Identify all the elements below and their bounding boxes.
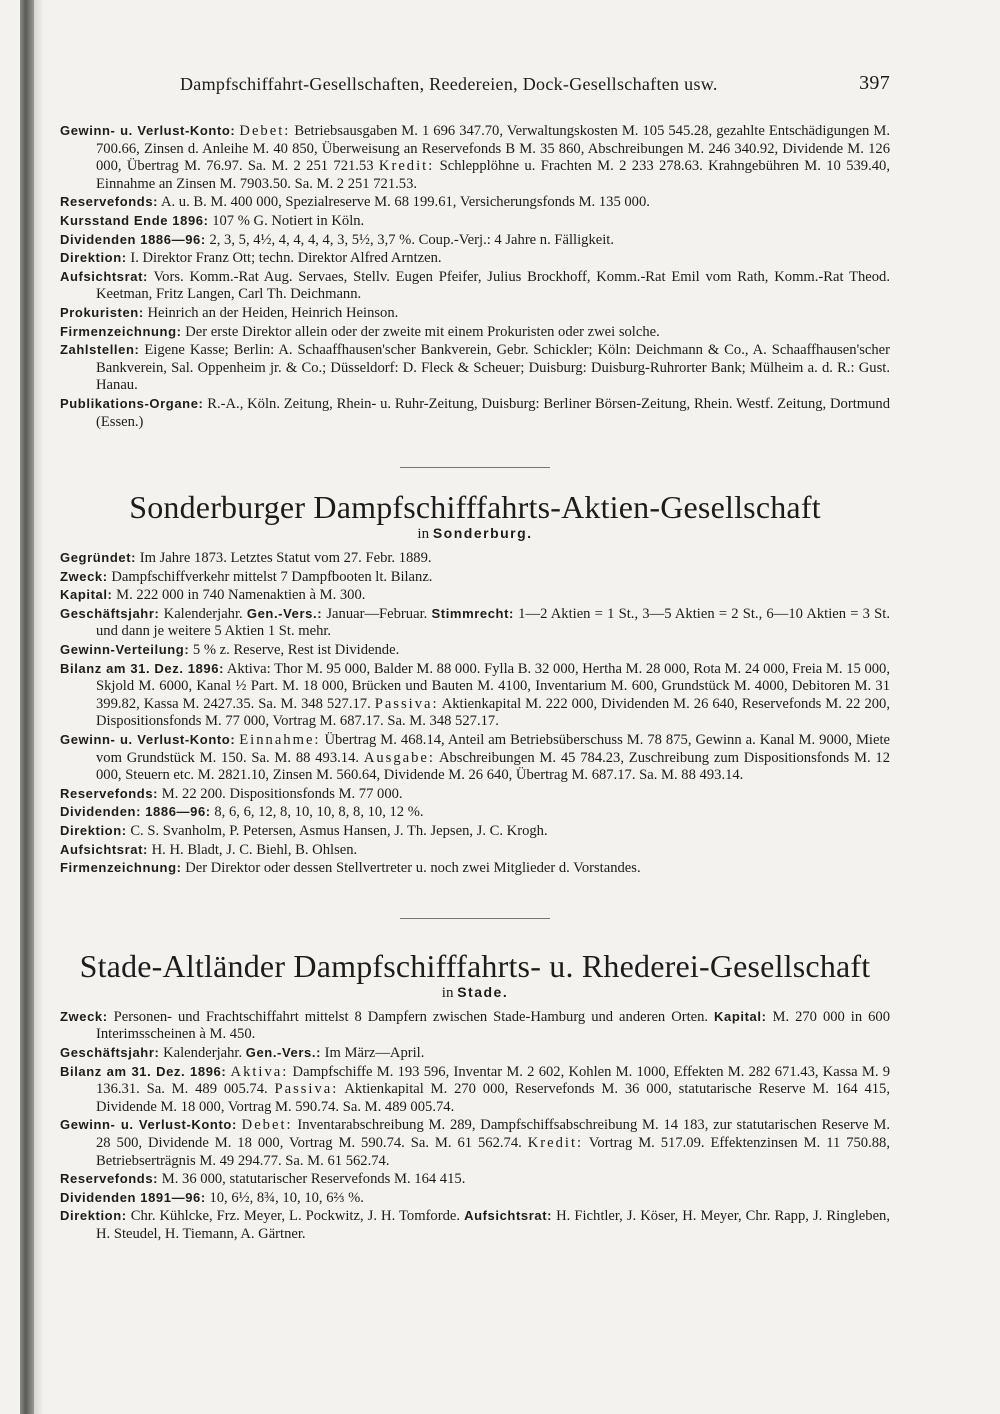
spine-shadow xyxy=(34,0,44,1414)
entry-firmenzeichnung: Firmenzeichnung: Der Direktor oder dessen Stellvertreter u. noch zwei Mitglieder d. Vorstandes. xyxy=(60,860,641,877)
entry-direktion: Direktion: I. Direktor Franz Ott; techn. Direktor Alfred Arntzen. xyxy=(60,250,442,267)
entry-publikations-organe: Publikations-Organe: R.-A., Köln. Zeitung, Rhein- u. Ruhr-Zeitung, Duisburg: Berliner Börsen-Zeitung, Rhein. Westf. Zeitung, Dortmund (Essen.) xyxy=(60,395,890,430)
company-title: Stade-Altländer Dampfschifffahrts- u. Rhederei-Gesellschaft xyxy=(79,947,871,984)
entry-gewinn-verteilung: Gewinn-Verteilung: 5 % z. Reserve, Rest ist Dividende. xyxy=(60,642,400,659)
entry-bilanz: Bilanz am 31. Dez. 1896: Aktiva: Thor M. 95 000, Balder M. 88 000. Fylla B. 32 000, Hertha M. 28 000, Rota M. 24 000, Freia M. 15 000, Skjold M. 6000, Kanal ½ Part. M. 18 000, Brücken und Bauten M. 4100, Inventarium M. 600, Grundstück M. 4000, Debitoren M. 31 399.82, Kassa M. 2427.35. Sa. M. 348 527.17. Passiva: Aktienkapital M. 222 000, Dividenden M. 26 640, Reservefonds M. 22 200, Dispositionsfonds M. 77 000, Vortrag M. 687.17. Sa. M. 348 527.17. xyxy=(60,660,890,730)
section-divider xyxy=(400,467,550,468)
entry-zweck: Zweck: Dampfschiffverkehr mittelst 7 Dampfbooten lt. Bilanz. xyxy=(60,568,433,585)
entry-aufsichtsrat: Aufsichtsrat: Vors. Komm.-Rat Aug. Servaes, Stellv. Eugen Pfeifer, Julius Brockhoff, Komm.-Rat Emil vom Rath, Komm.-Rat Theod. Keetman, Fritz Langen, Carl Th. Deichmann. xyxy=(60,268,890,303)
section-divider xyxy=(400,918,550,919)
entry-firmenzeichnung: Firmenzeichnung: Der erste Direktor allein oder der zweite mit einem Prokuristen oder zwei solche. xyxy=(60,323,660,340)
entry-prokuristen: Prokuristen: Heinrich an der Heiden, Heinrich Heinson. xyxy=(60,304,399,321)
entry-direktion: Direktion: C. S. Svanholm, P. Petersen, Asmus Hansen, J. Th. Jepsen, J. C. Krogh. xyxy=(60,823,548,839)
entry-gegruendet: Gegründet: Im Jahre 1873. Letztes Statut vom 27. Febr. 1889. xyxy=(60,550,432,567)
entry-gewinn-verlust: Gewinn- u. Verlust-Konto: Debet: Betriebsausgaben M. 1 696 347.70, Verwaltungskosten M. 105 545.28, gezahlte Entschädigungen M. 700.66, Zinsen d. Anleihe M. 40 850, Überweisung an Reservefonds B M. 35 860, Abschreibungen M. 246 340.92, Dividende M. 126 000, Übertrag M. 76.97. Sa. M. 2 251 721.53 Kredit: Schlepplöhne u. Frachten M. 2 233 278.63. Krahngebühren M. 10 539.40, Einnahme an Zinsen M. 7903.50. Sa. M. 2 251 721.53. xyxy=(60,123,890,192)
entry-gewinn-verlust: Gewinn- u. Verlust-Konto: Debet: Inventarabschreibung M. 289, Dampfschiffsabschreibung M. 14 183, zur statutarischen Reserve M. 28 500, Dividende M. 18 000, Vortrag M. 590.74. Sa. M. 61 562.74. Kredit: Vortrag M. 517.09. Effektenzinsen M. 11 750.88, Betriebserträgnis M. 49 294.77. Sa. M. 61 562.74. xyxy=(60,1117,890,1169)
entry-reservefonds: Reservefonds: A. u. B. M. 400 000, Spezialreserve M. 68 199.61, Versicherungsfonds M. 135 000. xyxy=(60,194,650,211)
entry-kursstand: Kursstand Ende 1896: 107 % G. Notiert in Köln. xyxy=(60,212,365,229)
entry-geschaeftsjahr: Geschäftsjahr: Kalenderjahr. Gen.-Vers.: Januar—Februar. Stimmrecht: 1—2 Aktien = 1 St., 3—5 Aktien = 2 St., 6—10 Aktien = 3 St. und dann je weitere 5 Aktien 1 St. mehr. xyxy=(60,605,891,640)
section-sonderburger xyxy=(60,490,890,878)
company-location: in Sonderburg. xyxy=(417,525,533,543)
running-header xyxy=(60,70,890,100)
book-spine-edge xyxy=(20,0,34,1414)
entry-bilanz: Bilanz am 31. Dez. 1896: Aktiva: Dampfschiffe M. 193 596, Inventar M. 2 602, Kohlen M. 1000, Effekten M. 282 671.43, Kassa M. 9 136.31. Sa. M. 489 005.74. Passiva: Aktienkapital M. 270 000, Reservefonds M. 36 000, statutarische Reserve M. 164 415, Dividende M. 18 000, Vortrag M. 590.74. Sa. M. 489 005.74. xyxy=(60,1063,890,1115)
document-page xyxy=(60,70,890,1244)
section-stade-altlaender xyxy=(60,949,890,1244)
company-title: Sonderburger Dampfschifffahrts-Aktien-Gesellschaft xyxy=(129,489,821,526)
header-title: Dampfschiffahrt-Gesellschaften, Reedereien, Dock-Gesellschaften usw. xyxy=(180,74,718,94)
section-previous-company xyxy=(60,122,890,431)
entry-reservefonds: Reservefonds: M. 36 000, statutarischer Reservefonds M. 164 415. xyxy=(60,1171,466,1188)
entry-dividenden: Dividenden 1886—96: 2, 3, 5, 4½, 4, 4, 4, 4, 3, 5½, 3,7 %. Coup.-Verj.: 4 Jahre n. Fälligkeit. xyxy=(60,231,614,248)
entry-dividenden: Dividenden: 1886—96: 8, 6, 6, 12, 8, 10, 10, 8, 8, 10, 12 %. xyxy=(60,804,424,821)
entry-zahlstellen: Zahlstellen: Eigene Kasse; Berlin: A. Schaaffhausen'scher Bankverein, Gebr. Schickler; Köln: Deichmann & Co., A. Schaaffhausen'scher Bankverein, Sal. Oppenheim jr. & Co.; Düsseldorf: D. Fleck & Scheuer; Duisburg: Duisburg-Ruhrorter Bank; Mülheim a. d. R.: Gust. Hanau. xyxy=(60,342,890,394)
entry-gewinn-verlust: Gewinn- u. Verlust-Konto: Einnahme: Übertrag M. 468.14, Anteil am Betriebsüberschuss M. 78 875, Gewinn a. Kanal M. 9000, Miete vom Grundstück M. 150. Sa. M. 88 493.14. Ausgabe: Abschreibungen M. 45 784.23, Zuschreibung zum Dispositionsfonds M. 12 000, Steuern etc. M. 2821.10, Zinsen M. 560.64, Dividende M. 26 640, Übertrag M. 687.17. Sa. M. 88 493.14. xyxy=(60,732,890,784)
entry-dividenden: Dividenden 1891—96: 10, 6½, 8¾, 10, 10, 6⅔ %. xyxy=(60,1189,364,1206)
entry-geschaeftsjahr: Geschäftsjahr: Kalenderjahr. Gen.-Vers.: Im März—April. xyxy=(60,1044,425,1061)
entry-direktion-aufsichtsrat: Direktion: Chr. Kühlcke, Frz. Meyer, L. Pockwitz, J. H. Tomforde. Aufsichtsrat: H. Fichtler, J. Köser, H. Meyer, Chr. Rapp, J. Ringleben, H. Steudel, H. Tiemann, A. Gärtner. xyxy=(60,1208,890,1242)
entry-reservefonds: Reservefonds: M. 22 200. Dispositionsfonds M. 77 000. xyxy=(60,785,403,802)
entry-kapital: Kapital: M. 222 000 in 740 Namenaktien à M. 300. xyxy=(60,587,366,604)
entry-zweck-kapital: Zweck: Personen- und Frachtschiffahrt mittelst 8 Dampfern zwischen Stade-Hamburg und anderen Orten. Kapital: M. 270 000 in 600 Interimsscheinen à M. 450. xyxy=(60,1008,890,1043)
company-location: in Stade. xyxy=(441,983,509,1001)
entry-aufsichtsrat: Aufsichtsrat: H. H. Bladt, J. C. Biehl, B. Ohlsen. xyxy=(60,841,358,858)
page-number: 397 xyxy=(859,72,890,94)
